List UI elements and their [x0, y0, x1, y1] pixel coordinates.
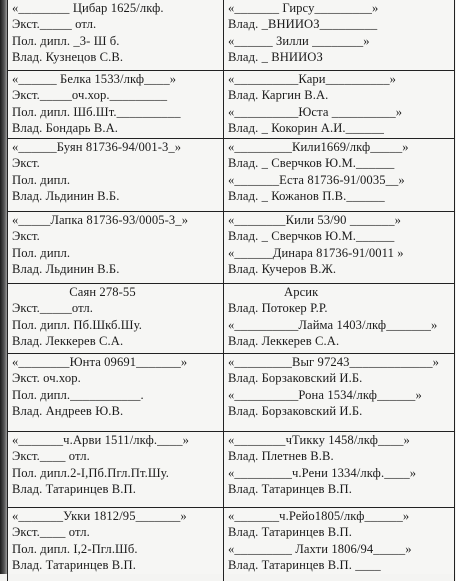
record-line: Влад. Татаринцев В.П. ____ — [228, 557, 454, 573]
record-line: «________чТикку 1458/лкф____» — [228, 432, 454, 448]
record-cell — [224, 71, 455, 139]
record-line: Влад. Льдинин В.Б. — [12, 261, 223, 277]
record-line: Влад. Потокер Р.Р. — [228, 300, 454, 316]
record-line: «__________Юста __________» — [228, 104, 454, 120]
record-line: «_________ Лахти 1806/94_____» — [228, 541, 454, 557]
record-line: «______Динара 81736-91/0011 » — [228, 245, 454, 261]
record-cell — [8, 432, 224, 508]
record-line: Экст._____ отл. — [12, 16, 223, 32]
record-cell — [8, 139, 224, 212]
record-line: «_________Кили1669/лкф_____» — [228, 139, 454, 155]
record-line: Влад. _ Сверчков Ю.М.______ — [228, 155, 454, 171]
record-cell — [224, 354, 455, 432]
record-line: Влад. Бондарь В.А. — [12, 120, 223, 136]
record-line: Пол. дипл.2-I,Пб.Пгл.Пт.Шу. — [12, 465, 223, 481]
record-cell — [224, 432, 455, 508]
record-line: Экст._____отл. — [12, 300, 223, 316]
record-line: Влад. Андреев Ю.В. — [12, 403, 223, 419]
record-line: Влад. Татаринцев В.П. — [12, 557, 223, 573]
record-line: «_______ч.Арви 1511/лкф.____» — [12, 432, 223, 448]
record-line: «_______ч.Рейо1805/лкф______» — [228, 508, 454, 524]
record-cell — [8, 212, 224, 284]
record-line: Влад. Борзаковский И.Б. — [228, 370, 454, 386]
record-line: «________Юнта 09691_______» — [12, 354, 223, 370]
record-line: Пол. дипл. _3- Ш б. — [12, 33, 223, 49]
record-line: Пол. дипл. — [12, 172, 223, 188]
table-row — [8, 432, 455, 508]
record-line: Влад. _ВНИИОЗ_________ — [228, 16, 454, 32]
record-line: Экст. — [12, 228, 223, 244]
record-line: «______ Белка 1533/лкф____» — [12, 71, 223, 87]
record-line: Экст.____ отл. — [12, 524, 223, 540]
dog-registry-table — [7, 0, 455, 581]
record-line: «________ Цибар 1625/лкф. — [12, 0, 223, 16]
record-line: Влад. Борзаковский И.Б. — [228, 403, 454, 419]
record-line: Влад. Татаринцев В.П. — [228, 481, 454, 497]
table-row — [8, 284, 455, 354]
record-line: Влад. Плетнев В.В. — [228, 448, 454, 464]
record-line: Влад. Льдинин В.Б. — [12, 188, 223, 204]
record-line: «__________Кари__________» — [228, 71, 454, 87]
record-line: Влад. _ Кокорин А.И.______ — [228, 120, 454, 136]
record-cell — [224, 508, 455, 581]
record-cell — [8, 284, 224, 354]
record-line: «_______Еста 81736-91/0035__» — [228, 172, 454, 188]
record-line: Влад. Каргин В.А. — [228, 87, 454, 103]
record-line: «__________Лайма 1403/лкф_______» — [228, 317, 454, 333]
record-line: Влад. Татаринцев В.П. — [228, 524, 454, 540]
table-row — [8, 71, 455, 139]
record-line: Влад. Леккерев С.А. — [228, 333, 454, 349]
record-line: Влад. _ ВНИИОЗ — [228, 49, 454, 65]
record-line: Пол. дипл. Шб.Шт.__________ — [12, 104, 223, 120]
record-cell — [8, 354, 224, 432]
record-line: Влад. Кучеров В.Ж. — [228, 261, 454, 277]
scan-shadow-edge — [0, 0, 7, 574]
record-line: Влад. Кузнецов С.В. — [12, 49, 223, 65]
table-row — [8, 354, 455, 432]
record-line: Пол. дипл. — [12, 245, 223, 261]
record-line: Экст. оч.хор. — [12, 370, 223, 386]
table-row — [8, 139, 455, 212]
record-line: «_________Выг 97243_____________» — [228, 354, 454, 370]
record-line: «_______Укки 1812/95_______» — [12, 508, 223, 524]
record-line: «________Кили 53/90 _______» — [228, 212, 454, 228]
record-line: Саян 278-55 — [12, 284, 223, 300]
table-row — [8, 508, 455, 581]
record-line: «__________Рона 1534/лкф______» — [228, 387, 454, 403]
record-line: «______Буян 81736-94/001-3_» — [12, 139, 223, 155]
record-cell — [224, 139, 455, 212]
record-line: Влад. _ Кожанов П.В.______ — [228, 188, 454, 204]
record-line: Пол. дипл. Пб.Шкб.Шу. — [12, 317, 223, 333]
record-line: Экст.____ отл. — [12, 448, 223, 464]
record-line: Влад. Леккерев С.А. — [12, 333, 223, 349]
record-cell — [224, 284, 455, 354]
table-row — [8, 0, 455, 71]
record-line: Влад. Татаринцев В.П. — [12, 481, 223, 497]
record-line: «_________ч.Рени 1334/лкф.____» — [228, 465, 454, 481]
record-cell — [8, 508, 224, 581]
record-cell — [8, 71, 224, 139]
record-line: Пол. дипл.___________. — [12, 387, 223, 403]
record-cell — [224, 212, 455, 284]
record-line: Экст. — [12, 155, 223, 171]
record-line: Влад. _ Сверчков Ю.М.______ — [228, 228, 454, 244]
record-line: «_______ Гирсу_________» — [228, 0, 454, 16]
record-line: Экст._____оч.хор._________ — [12, 87, 223, 103]
record-cell — [224, 0, 455, 71]
record-line: «_____Лапка 81736-93/0005-3_» — [12, 212, 223, 228]
table-row — [8, 212, 455, 284]
record-line: Арсик — [228, 284, 454, 300]
record-line: «______ Зилли ________» — [228, 33, 454, 49]
record-line: Пол. дипл. I,2-Пгл.Шб. — [12, 541, 223, 557]
record-cell — [8, 0, 224, 71]
